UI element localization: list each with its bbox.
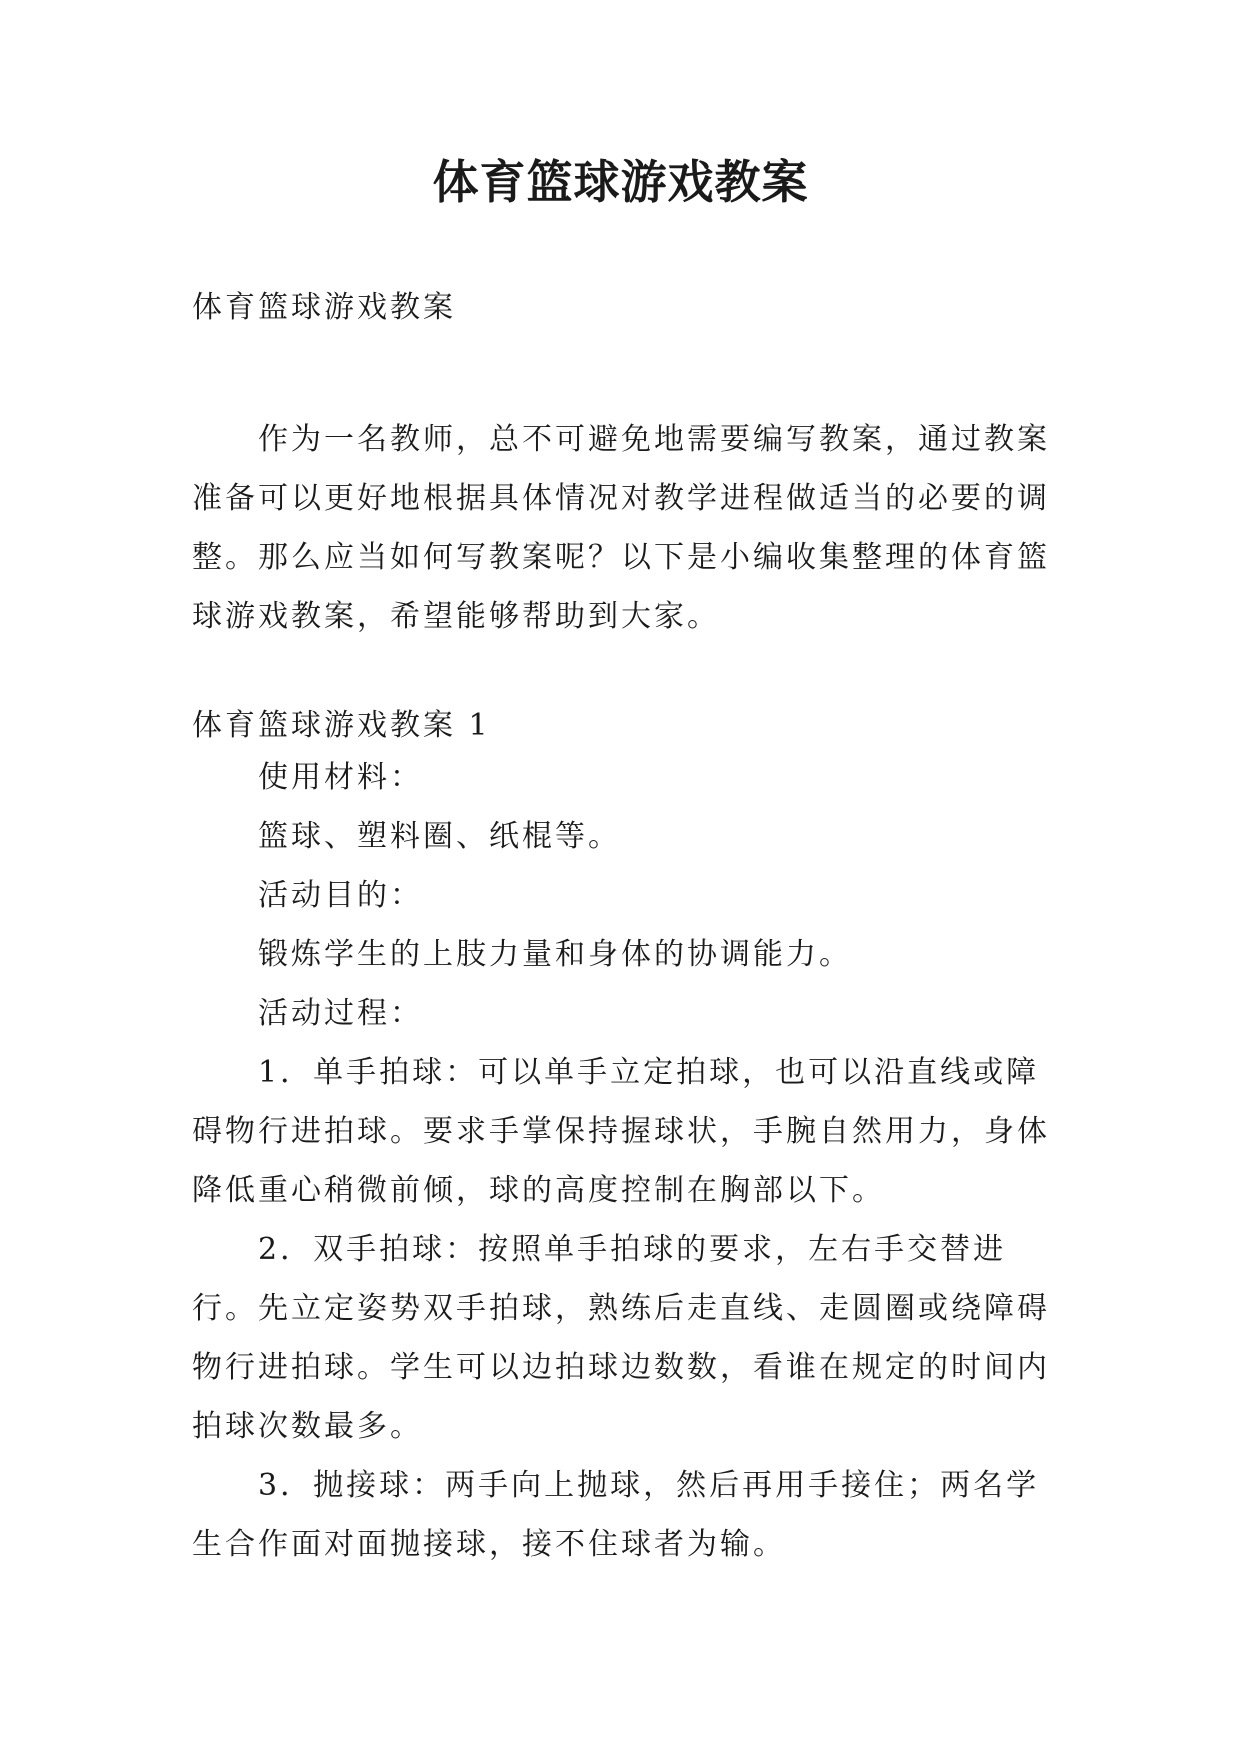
paragraph-process-label: 活动过程： [258, 996, 423, 1031]
paragraph-goal: 锻炼学生的上肢力量和身体的协调能力。 [258, 937, 852, 972]
paragraph-step-2: 2．双手拍球：按照单手拍球的要求，左右手交替进行。先立定姿势双手拍球，熟练后走直线、走圆圈或绕障碍物行进拍球。学生可以边拍球边数数，看谁在规定的时间内拍球次数最多。 [192, 1232, 1050, 1444]
paragraph-goal-label: 活动目的： [258, 878, 423, 913]
paragraph-materials-label: 使用材料： [258, 760, 423, 795]
intro-paragraph: 作为一名教师，总不可避免地需要编写教案，通过教案准备可以更好地根据具体情况对教学进程做适当的必要的调整。那么应当如何写教案呢？以下是小编收集整理的体育篮球游戏教案，希望能够帮助到大家。 [192, 422, 1050, 634]
document-subtitle: 体育篮球游戏教案 [192, 290, 456, 325]
document-title: 体育篮球游戏教案 [432, 155, 809, 209]
section-heading: 体育篮球游戏教案 1 [192, 708, 491, 743]
paragraph-step-1: 1．单手拍球：可以单手立定拍球，也可以沿直线或障碍物行进拍球。要求手掌保持握球状，手腕自然用力，身体降低重心稍微前倾，球的高度控制在胸部以下。 [192, 1055, 1050, 1208]
paragraph-step-3: 3．抛接球：两手向上抛球，然后再用手接住；两名学生合作面对面抛接球，接不住球者为输。 [192, 1468, 1040, 1562]
paragraph-materials: 篮球、塑料圈、纸棍等。 [258, 819, 621, 854]
section-content [192, 748, 1062, 1574]
